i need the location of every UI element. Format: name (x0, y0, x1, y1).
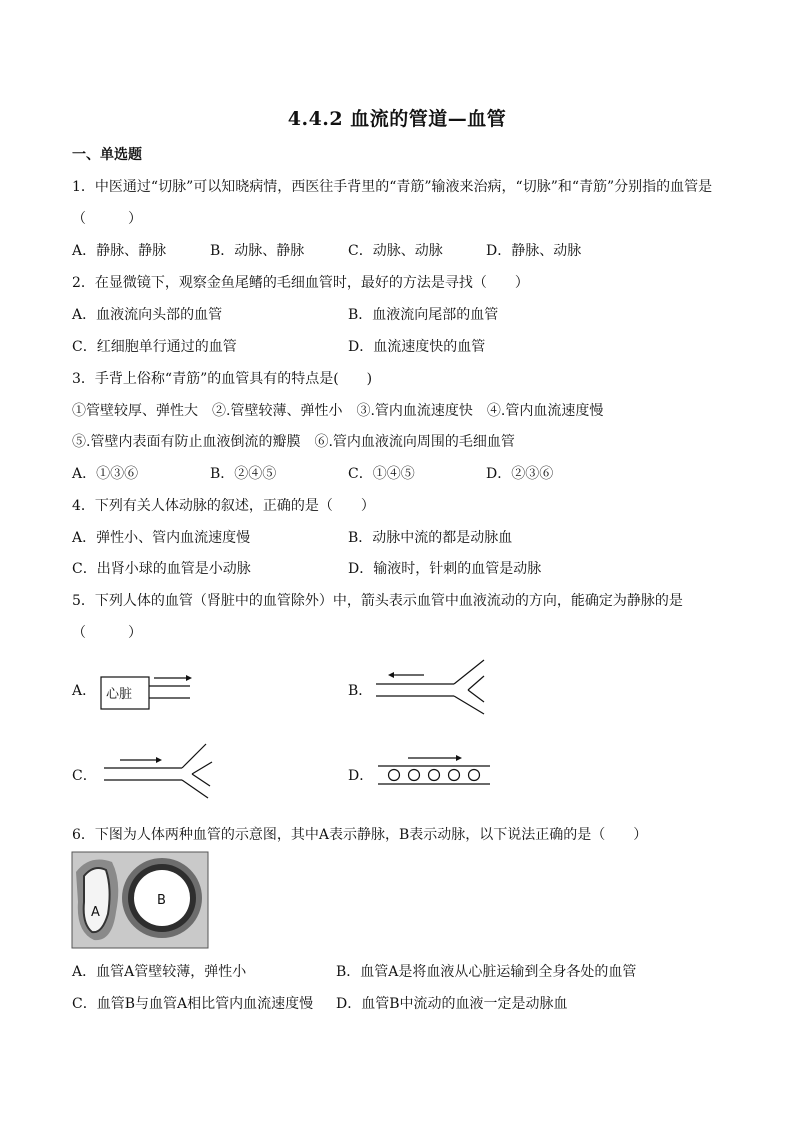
q5-option-b-label[interactable]: B． (348, 683, 373, 699)
q1-option-b[interactable]: B．动脉、静脉 (210, 243, 305, 259)
arrow-right-icon (456, 755, 462, 761)
q5-diagram-d (376, 750, 496, 790)
q4-stem: 4．下列有关人体动脉的叙述，正确的是（ ） (72, 498, 375, 514)
q3-items-line2: ⑤.管壁内表面有防止血液倒流的瓣膜 ⑥.管内血液流向周围的毛细血管 (72, 434, 515, 450)
q4-option-b[interactable]: B．动脉中流的都是动脉血 (348, 530, 513, 546)
section-heading: 一、单选题 (72, 147, 142, 163)
q2-stem: 2．在显微镜下，观察金鱼尾鳍的毛细血管时，最好的方法是寻找（ ） (72, 275, 529, 291)
q4-option-d[interactable]: D．输液时，针刺的血管是动脉 (348, 561, 542, 577)
q5-option-d-label[interactable]: D． (348, 768, 374, 784)
q3-option-d[interactable]: D．②③⑥ (486, 466, 554, 482)
q3-option-c[interactable]: C．①④⑤ (348, 466, 415, 482)
vessel-a-label: A (91, 905, 100, 920)
q1-option-d[interactable]: D．静脉、动脉 (486, 243, 582, 259)
arrow-right-icon (156, 757, 162, 763)
blood-cell-icon (409, 770, 420, 781)
q1-option-c[interactable]: C．动脉、动脉 (348, 243, 443, 259)
q3-option-a[interactable]: A．①③⑥ (72, 466, 139, 482)
q5-blank: （ ） (72, 625, 142, 641)
q2-option-a[interactable]: A．血液流向头部的血管 (72, 307, 223, 323)
q4-option-c[interactable]: C．出肾小球的血管是小动脉 (72, 561, 251, 577)
q6-option-a[interactable]: A．血管A管壁较薄，弹性小 (72, 964, 247, 980)
q1-blank: （ ） (72, 211, 142, 227)
q1-stem: 1．中医通过“切脉”可以知晓病情，西医往手背里的“青筋”输液来治病，“切脉”和“青筋”分别指的血管是 (72, 179, 713, 195)
arrow-left-icon (388, 672, 394, 678)
q6-option-d[interactable]: D．血管B中流动的血液一定是动脉血 (336, 996, 568, 1012)
q2-option-c[interactable]: C．红细胞单行通过的血管 (72, 339, 237, 355)
arrow-right-icon (186, 675, 192, 681)
q5-diagram-a (100, 672, 200, 712)
blood-cell-icon (389, 770, 400, 781)
q3-option-b[interactable]: B．②④⑤ (210, 466, 277, 482)
q6-stem: 6．下图为人体两种血管的示意图，其中A表示静脉，B表示动脉，以下说法正确的是（ ） (72, 827, 648, 843)
heart-label: 心脏 (106, 687, 133, 702)
blood-cell-icon (429, 770, 440, 781)
q2-option-b[interactable]: B．血液流向尾部的血管 (348, 307, 499, 323)
page-title: 4.4.2 血流的管道—血管 (287, 108, 507, 130)
blood-cell-icon (449, 770, 460, 781)
blood-cell-icon (469, 770, 480, 781)
q6-vessel-micrograph (72, 852, 208, 948)
q3-stem: 3．手背上俗称“青筋”的血管具有的特点是( ) (72, 371, 373, 387)
q5-option-a-label[interactable]: A． (72, 683, 97, 699)
q3-items-line1: ①管壁较厚、弹性大 ②.管壁较薄、弹性小 ③.管内血流速度快 ④.管内血流速度慢 (72, 403, 604, 419)
q6-option-b[interactable]: B．血管A是将血液从心脏运输到全身各处的血管 (336, 964, 637, 980)
q6-option-c[interactable]: C．血管B与血管A相比管内血流速度慢 (72, 996, 314, 1012)
q5-diagram-c (100, 742, 220, 800)
q5-diagram-b (372, 658, 492, 716)
q1-option-a[interactable]: A．静脉、静脉 (72, 243, 167, 259)
q5-stem: 5．下列人体的血管（肾脏中的血管除外）中，箭头表示血管中血液流动的方向，能确定为静脉的是 (72, 593, 683, 609)
vessel-b-label: B (157, 893, 166, 908)
q5-option-c-label[interactable]: C． (72, 768, 97, 784)
q4-option-a[interactable]: A．弹性小、管内血流速度慢 (72, 530, 251, 546)
q2-option-d[interactable]: D．血流速度快的血管 (348, 339, 486, 355)
